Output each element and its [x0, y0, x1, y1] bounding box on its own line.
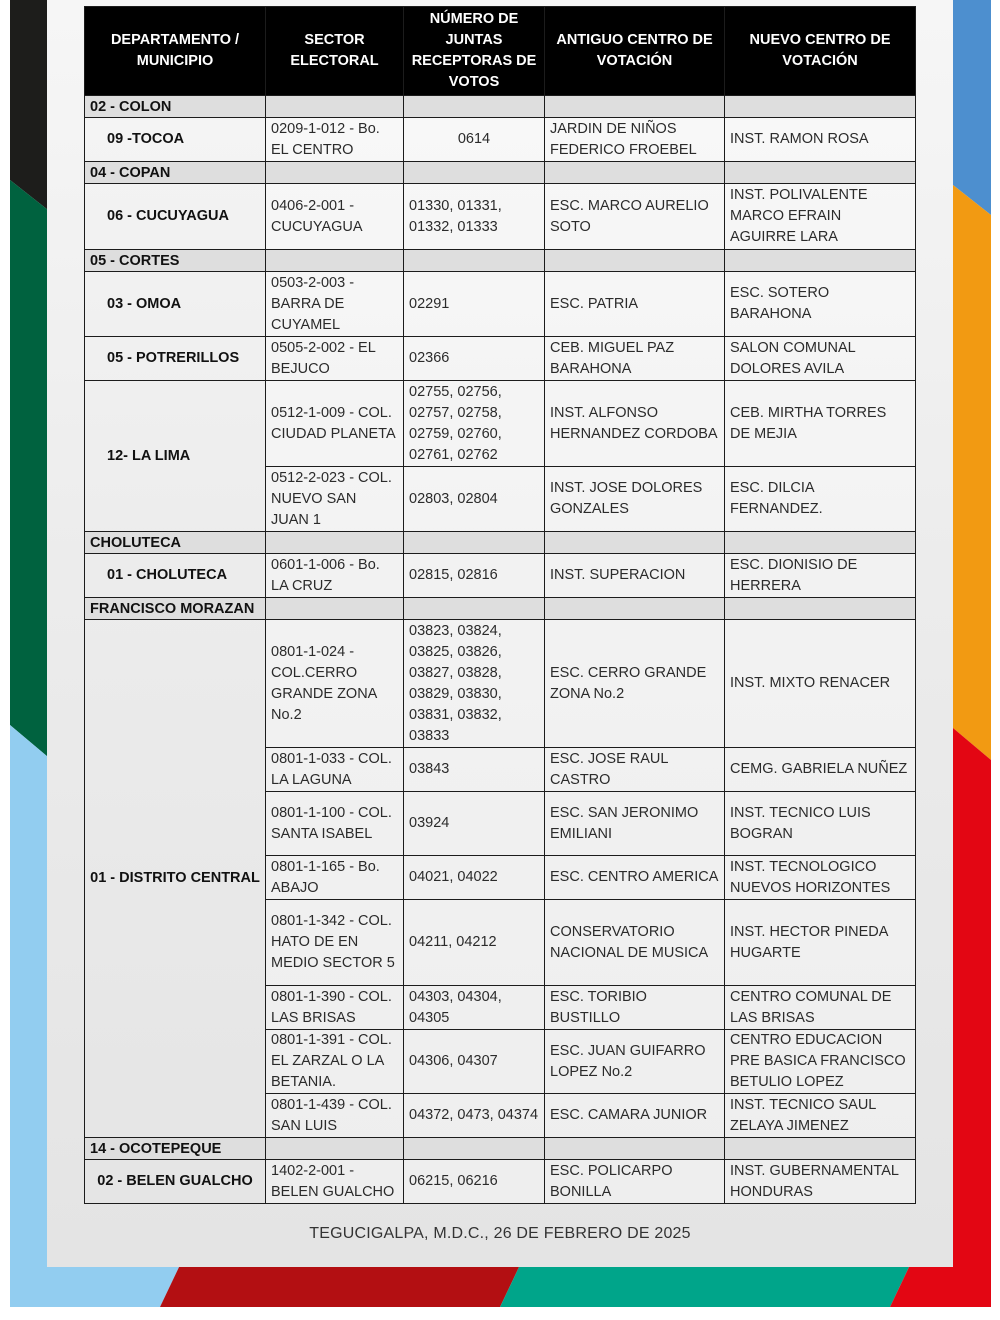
- header-antiguo-centro: ANTIGUO CENTRO DE VOTACIÓN: [545, 7, 725, 96]
- municipality-name: 09 -TOCOA: [85, 118, 266, 162]
- nuevo-centro: ESC. DIONISIO DE HERRERA: [725, 554, 916, 598]
- sector-electoral: 0801-1-024 - COL.CERRO GRANDE ZONA No.2: [266, 620, 404, 748]
- table-row: [85, 381, 916, 467]
- sector-electoral: 0801-1-033 - COL. LA LAGUNA: [266, 748, 404, 792]
- sector-electoral: 0801-1-100 - COL. SANTA ISABEL: [266, 792, 404, 856]
- nuevo-centro: SALON COMUNAL DOLORES AVILA: [725, 337, 916, 381]
- juntas-receptoras: 04303, 04304, 04305: [404, 986, 545, 1030]
- nuevo-centro: CEMG. GABRIELA NUÑEZ: [725, 748, 916, 792]
- juntas-receptoras: 04021, 04022: [404, 856, 545, 900]
- nuevo-centro: ESC. SOTERO BARAHONA: [725, 272, 916, 337]
- municipality-name: 06 - CUCUYAGUA: [85, 184, 266, 250]
- right-color-stripe: [953, 0, 991, 1307]
- nuevo-centro: CENTRO COMUNAL DE LAS BRISAS: [725, 986, 916, 1030]
- nuevo-centro: CENTRO EDUCACION PRE BASICA FRANCISCO BETULIO LOPEZ: [725, 1030, 916, 1094]
- header-numero-juntas: NÚMERO DE JUNTAS RECEPTORAS DE VOTOS: [404, 7, 545, 96]
- juntas-receptoras: 06215, 06216: [404, 1160, 545, 1204]
- antiguo-centro: CONSERVATORIO NACIONAL DE MUSICA: [545, 900, 725, 986]
- nuevo-centro: INST. TECNICO SAUL ZELAYA JIMENEZ: [725, 1094, 916, 1138]
- antiguo-centro: ESC. CAMARA JUNIOR: [545, 1094, 725, 1138]
- antiguo-centro: ESC. POLICARPO BONILLA: [545, 1160, 725, 1204]
- municipality-name: 12- LA LIMA: [85, 381, 266, 532]
- department-row: [85, 1138, 916, 1160]
- table-row: [85, 337, 916, 381]
- municipality-name: 01 - DISTRITO CENTRAL: [85, 620, 266, 1138]
- nuevo-centro: INST. MIXTO RENACER: [725, 620, 916, 748]
- juntas-receptoras: 03823, 03824, 03825, 03826, 03827, 03828, 03829, 03830, 03831, 03832, 03833: [404, 620, 545, 748]
- sector-electoral: 0406-2-001 - CUCUYAGUA: [266, 184, 404, 250]
- department-name: FRANCISCO MORAZAN: [85, 598, 266, 620]
- department-row: [85, 250, 916, 272]
- juntas-receptoras: 02366: [404, 337, 545, 381]
- juntas-receptoras: 02815, 02816: [404, 554, 545, 598]
- antiguo-centro: ESC. JUAN GUIFARRO LOPEZ No.2: [545, 1030, 725, 1094]
- municipality-name: 02 - BELEN GUALCHO: [85, 1160, 266, 1204]
- department-row: [85, 96, 916, 118]
- sector-electoral: 0801-1-439 - COL. SAN LUIS: [266, 1094, 404, 1138]
- antiguo-centro: CEB. MIGUEL PAZ BARAHONA: [545, 337, 725, 381]
- department-name: 05 - CORTES: [85, 250, 266, 272]
- department-row: [85, 162, 916, 184]
- antiguo-centro: ESC. SAN JERONIMO EMILIANI: [545, 792, 725, 856]
- sector-electoral: 0505-2-002 - EL BEJUCO: [266, 337, 404, 381]
- juntas-receptoras: 03924: [404, 792, 545, 856]
- header-departamento-municipio: DEPARTAMENTO / MUNICIPIO: [85, 7, 266, 96]
- juntas-receptoras: 04306, 04307: [404, 1030, 545, 1094]
- municipality-name: 03 - OMOA: [85, 272, 266, 337]
- department-name: 14 - OCOTEPEQUE: [85, 1138, 266, 1160]
- antiguo-centro: JARDIN DE NIÑOS FEDERICO FROEBEL: [545, 118, 725, 162]
- left-color-stripe: [10, 0, 48, 1307]
- nuevo-centro: INST. POLIVALENTE MARCO EFRAIN AGUIRRE LARA: [725, 184, 916, 250]
- header-nuevo-centro: NUEVO CENTRO DE VOTACIÓN: [725, 7, 916, 96]
- juntas-receptoras: 02755, 02756, 02757, 02758, 02759, 02760, 02761, 02762: [404, 381, 545, 467]
- juntas-receptoras: 02803, 02804: [404, 467, 545, 532]
- sector-electoral: 0512-1-009 - COL. CIUDAD PLANETA: [266, 381, 404, 467]
- voting-center-relocation-table: [84, 6, 916, 1204]
- antiguo-centro: ESC. TORIBIO BUSTILLO: [545, 986, 725, 1030]
- juntas-receptoras: 04372, 0473, 04374: [404, 1094, 545, 1138]
- juntas-receptoras: 0614: [404, 118, 545, 162]
- department-name: CHOLUTECA: [85, 532, 266, 554]
- sector-electoral: 0801-1-390 - COL. LAS BRISAS: [266, 986, 404, 1030]
- table-row: [85, 184, 916, 250]
- nuevo-centro: INST. TECNICO LUIS BOGRAN: [725, 792, 916, 856]
- department-row: [85, 598, 916, 620]
- antiguo-centro: ESC. CENTRO AMERICA: [545, 856, 725, 900]
- juntas-receptoras: 01330, 01331, 01332, 01333: [404, 184, 545, 250]
- sector-electoral: 0503-2-003 - BARRA DE CUYAMEL: [266, 272, 404, 337]
- juntas-receptoras: 03843: [404, 748, 545, 792]
- antiguo-centro: ESC. CERRO GRANDE ZONA No.2: [545, 620, 725, 748]
- nuevo-centro: ESC. DILCIA FERNANDEZ.: [725, 467, 916, 532]
- table-row: [85, 1160, 916, 1204]
- bottom-color-band: [10, 1265, 991, 1307]
- department-name: 04 - COPAN: [85, 162, 266, 184]
- table-header-row: [85, 7, 916, 96]
- nuevo-centro: INST. GUBERNAMENTAL HONDURAS: [725, 1160, 916, 1204]
- place-and-date: TEGUCIGALPA, M.D.C., 26 DE FEBRERO DE 2025: [309, 1225, 691, 1242]
- antiguo-centro: ESC. PATRIA: [545, 272, 725, 337]
- nuevo-centro: INST. TECNOLOGICO NUEVOS HORIZONTES: [725, 856, 916, 900]
- sector-electoral: 0801-1-342 - COL. HATO DE EN MEDIO SECTOR 5: [266, 900, 404, 986]
- municipality-name: 01 - CHOLUTECA: [85, 554, 266, 598]
- nuevo-centro: CEB. MIRTHA TORRES DE MEJIA: [725, 381, 916, 467]
- antiguo-centro: INST. ALFONSO HERNANDEZ CORDOBA: [545, 381, 725, 467]
- table-row: [85, 620, 916, 748]
- sector-electoral: 1402-2-001 - BELEN GUALCHO: [266, 1160, 404, 1204]
- sector-electoral: 0209-1-012 - Bo. EL CENTRO: [266, 118, 404, 162]
- juntas-receptoras: 02291: [404, 272, 545, 337]
- nuevo-centro: INST. HECTOR PINEDA HUGARTE: [725, 900, 916, 986]
- department-row: [85, 532, 916, 554]
- antiguo-centro: INST. SUPERACION: [545, 554, 725, 598]
- sector-electoral: 0801-1-165 - Bo. ABAJO: [266, 856, 404, 900]
- antiguo-centro: ESC. MARCO AURELIO SOTO: [545, 184, 725, 250]
- table-row: [85, 118, 916, 162]
- header-sector-electoral: SECTOR ELECTORAL: [266, 7, 404, 96]
- sector-electoral: 0512-2-023 - COL. NUEVO SAN JUAN 1: [266, 467, 404, 532]
- table-row: [85, 272, 916, 337]
- municipality-name: 05 - POTRERILLOS: [85, 337, 266, 381]
- antiguo-centro: INST. JOSE DOLORES GONZALES: [545, 467, 725, 532]
- table-row: [85, 554, 916, 598]
- nuevo-centro: INST. RAMON ROSA: [725, 118, 916, 162]
- juntas-receptoras: 04211, 04212: [404, 900, 545, 986]
- sector-electoral: 0601-1-006 - Bo. LA CRUZ: [266, 554, 404, 598]
- antiguo-centro: ESC. JOSE RAUL CASTRO: [545, 748, 725, 792]
- sector-electoral: 0801-1-391 - COL. EL ZARZAL O LA BETANIA.: [266, 1030, 404, 1094]
- department-name: 02 - COLON: [85, 96, 266, 118]
